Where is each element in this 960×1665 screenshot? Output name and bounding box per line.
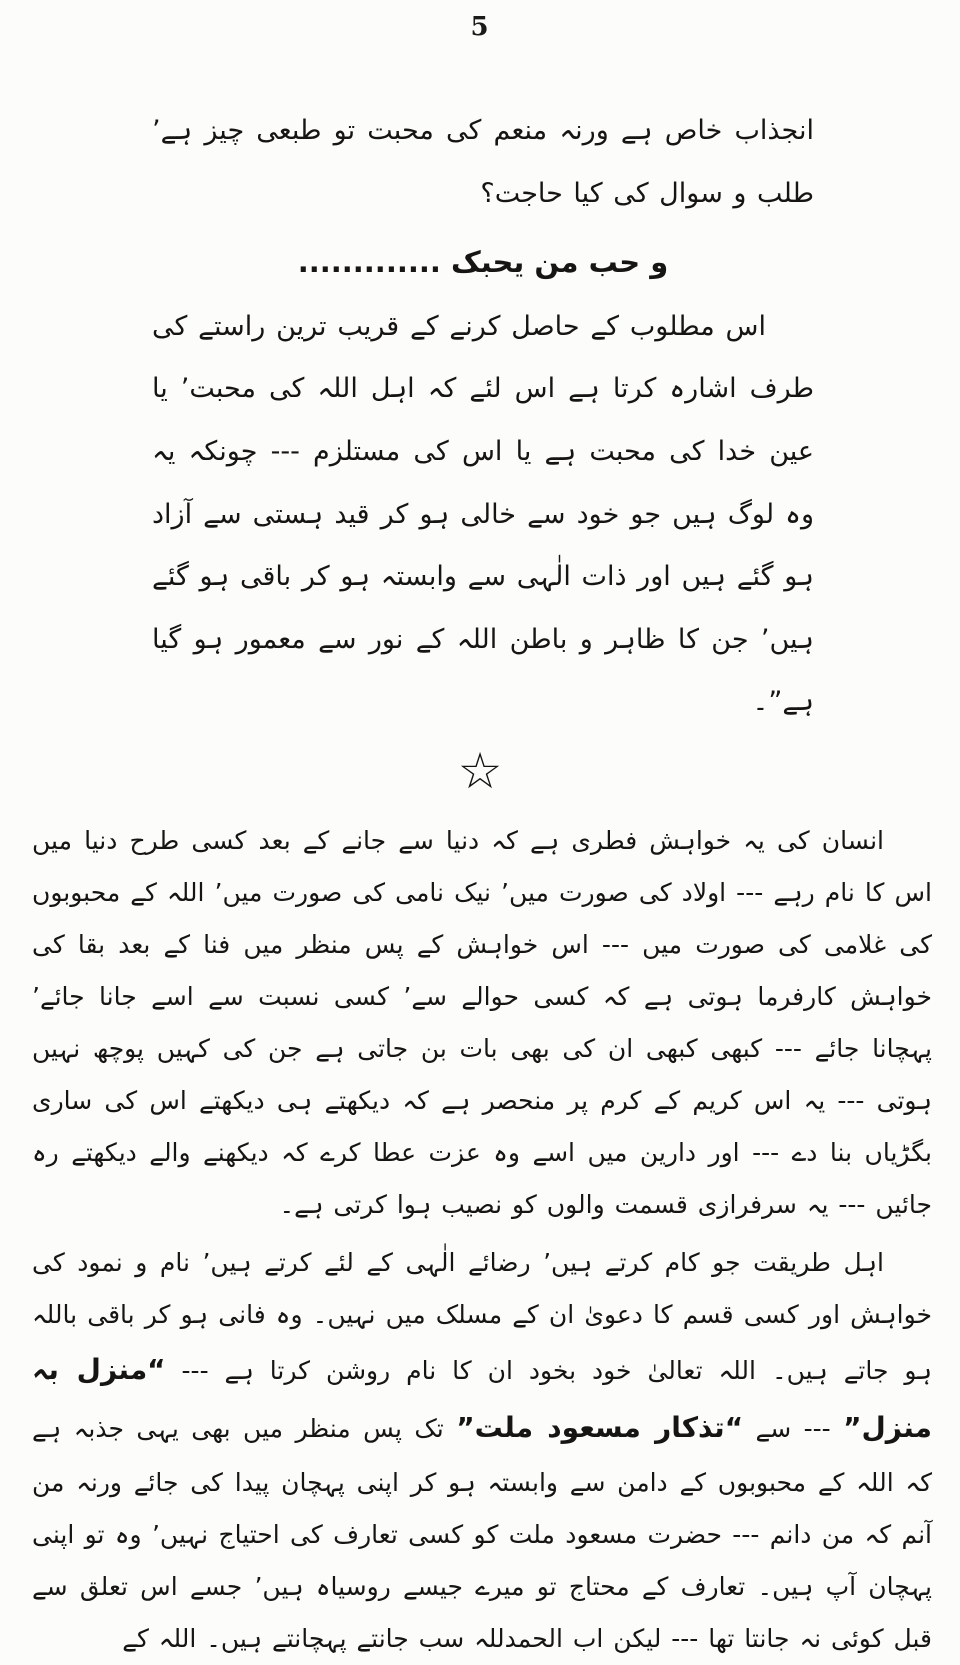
quote-section [0, 100, 960, 734]
body-paragraph-1: انسان کی یہ خواہش فطری ہے کہ دنیا سے جانے کے بعد کسی طرح دنیا میں اس کا نام رہے --- اولاد کی صورت میں’ نیک نامی کی صورت میں’ اللہ کے محبوبوں کی غلامی کی صورت میں --- اس خواہش کے پس منظر میں فنا کے بعد بقا کی خواہش کارفرما ہوتی ہے کہ کسی حوالے سے’ کسی نسبت سے اسے جانا جائے’ پہچانا جائے --- کبھی کبھی ان کی بھی بات بن جاتی ہے جن کی کہیں پوچھ نہیں ہوتی --- یہ اس کریم کے کرم پر منحصر ہے کہ دیکھتے ہی دیکھتے اس کی ساری بگڑیاں بنا دے --- اور دارین میں اسے وہ عزت عطا کرے کہ دیکھنے والے دیکھتے رہ جائیں --- یہ سرفرازی قسمت والوں کو نصیب ہوا کرتی ہے۔ [32, 826, 932, 1220]
page-number: 5 [470, 12, 490, 42]
quote-paragraph-1: انجذاب خاص ہے ورنہ منعم کی محبت تو طبعی چیز ہے’ طلب و سوال کی کیا حاجت؟ [152, 115, 814, 209]
body-section [0, 815, 960, 1665]
body-paragraph-2 [32, 1237, 932, 1665]
text-segment: اہل طریقت جو کام کرتے ہیں’ رضائے الٰہی کے لئے کرتے ہیں’ نام و نمود کی خواہش اور کسی قسم کا دعویٰ ان کے مسلک میں نہیں۔ وہ فانی ہو کر باقی باللہ ہو جاتے ہیں۔ اللہ تعالیٰ خود بخود ان کا نام روشن کرتا ہے --- [32, 1248, 932, 1386]
book-title-quote-tazkar: “تذکار مسعود ملت” [456, 1411, 744, 1445]
star-divider-icon: ☆ [457, 742, 503, 801]
book-title-quote-manzil: “منزل بہ منزل” [32, 1353, 932, 1445]
text-segment: --- سے [743, 1414, 844, 1444]
quote-paragraph-2: اس مطلوب کے حاصل کرنے کے قریب ترین راستے کی طرف اشارہ کرتا ہے اس لئے کہ اہل اللہ کی محبت’ یا عین خدا کی محبت ہے یا اس کی مستلزم --- چونکہ یہ وہ لوگ ہیں جو خود سے خالی ہو کر قید ہستی سے آزاد ہو گئے ہیں اور ذات الٰہی سے وابستہ ہو کر باقی ہو گئے ہیں’ جن کا ظاہر و باطن اللہ کے نور سے معمور ہو گیا ہے”۔ [152, 310, 814, 718]
text-segment: تک پس منظر میں بھی یہی جذبہ ہے کہ اللہ کے محبوبوں کے دامن سے وابستہ ہو کر اپنی پہچان پیدا کی جائے ورنہ من آنم کہ من دانم --- حضرت مسعود ملت کو کسی تعارف کی احتیاج نہیں’ وہ تو اپنی پہچان آپ ہیں۔ تعارف کے محتاج تو میرے جیسے روسیاہ ہیں’ جسے اس تعلق سے قبل کوئی نہ جانتا تھا --- لیکن اب الحمدللہ سب جانتے پہچانتے ہیں۔ اللہ کے [32, 1414, 932, 1654]
arabic-quote-line: و حب من یحبک ............. [297, 245, 669, 280]
